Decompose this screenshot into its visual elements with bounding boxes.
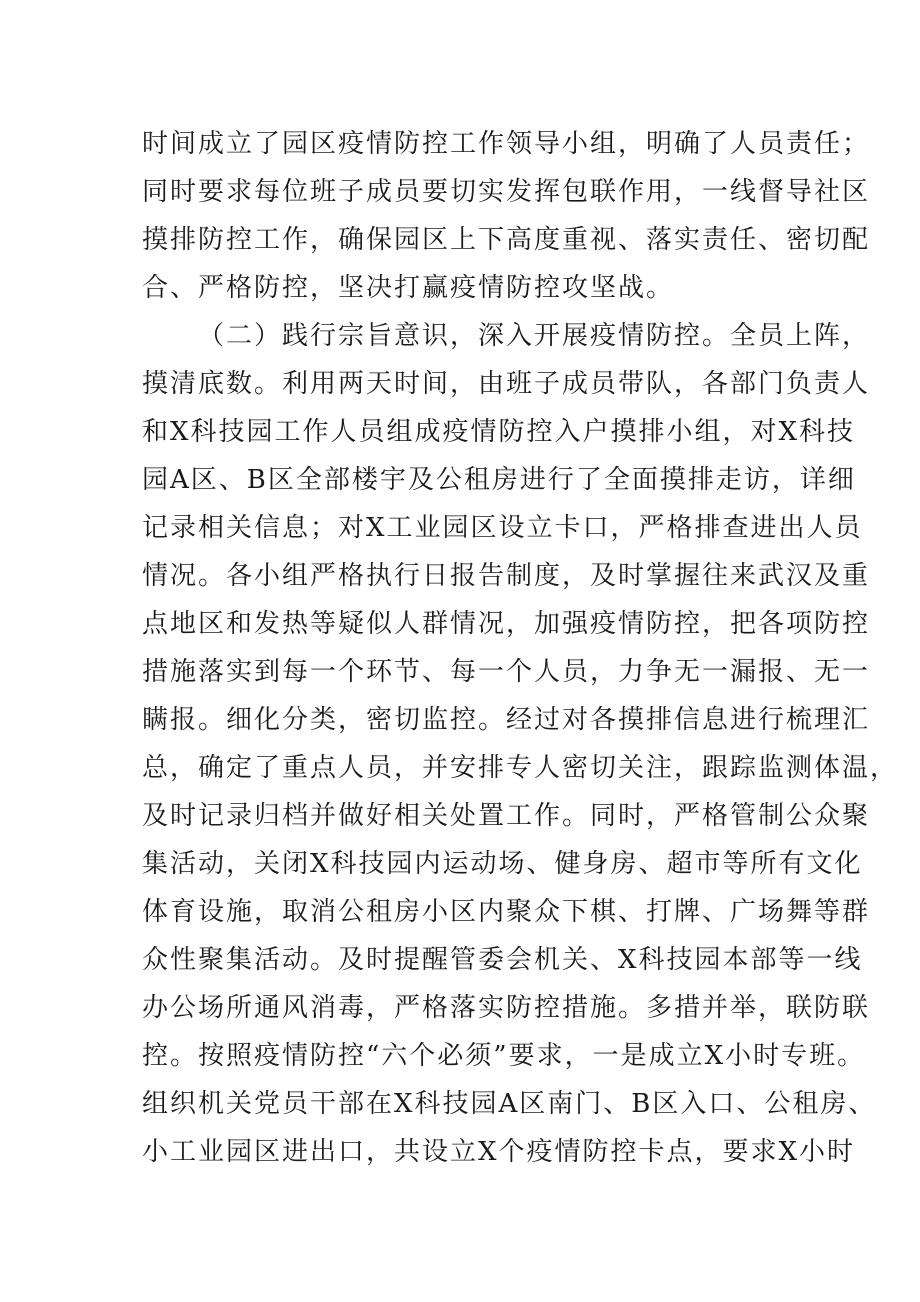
text-line: 和X科技园工作人员组成疫情防控入户摸排小组，对X科技 <box>142 417 856 447</box>
text-line: 措施落实到每一个环节、每一个人员，力争无一漏报、无一 <box>142 657 871 687</box>
text-line: 同时要求每位班子成员要切实发挥包联作用，一线督导社区 <box>142 177 871 207</box>
text-line: 合、严格防控，坚决打赢疫情防控攻坚战。 <box>142 273 675 303</box>
text-line: 及时记录归档并做好相关处置工作。同时，严格管制公众聚 <box>142 801 871 831</box>
text-line: 组织机关党员干部在X科技园A区南门、B区入口、公租房、 <box>142 1089 877 1119</box>
text-line: 情况。各小组严格执行日报告制度，及时掌握往来武汉及重 <box>142 561 871 591</box>
text-line: 园A区、B区全部楼宇及公租房进行了全面摸排走访，详细 <box>142 465 856 495</box>
text-line: 瞒报。细化分类，密切监控。经过对各摸排信息进行梳理汇 <box>142 705 871 735</box>
text-line: 摸排防控工作，确保园区上下高度重视、落实责任、密切配 <box>142 225 871 255</box>
text-line: 集活动，关闭X科技园内运动场、健身房、超市等所有文化 <box>142 849 863 879</box>
text-line: 总，确定了重点人员，并安排专人密切关注，跟踪监测体温， <box>142 753 899 783</box>
text-line: 摸清底数。利用两天时间，由班子成员带队，各部门负责人 <box>142 369 871 399</box>
document-body <box>142 120 899 1176</box>
text-line: 记录相关信息；对X工业园区设立卡口，严格排查进出人员 <box>142 513 863 543</box>
text-line: 控。按照疫情防控“六个必须”要求，一是成立X小时专班。 <box>142 1041 866 1071</box>
text-line: 办公场所通风消毒，严格落实防控措施。多措并举，联防联 <box>142 993 871 1023</box>
text-line: 小工业园区进出口，共设立X个疫情防控卡点，要求X小时 <box>142 1137 856 1167</box>
text-line: 点地区和发热等疑似人群情况，加强疫情防控，把各项防控 <box>142 609 871 639</box>
section-heading-line: （二）践行宗旨意识，深入开展疫情防控。全员上阵， <box>198 321 871 351</box>
text-line: 体育设施，取消公租房小区内聚众下棋、打牌、广场舞等群 <box>142 897 871 927</box>
text-line: 众性聚集活动。及时提醒管委会机关、X科技园本部等一线 <box>142 945 863 975</box>
text-line: 时间成立了园区疫情防控工作领导小组，明确了人员责任； <box>142 129 871 159</box>
